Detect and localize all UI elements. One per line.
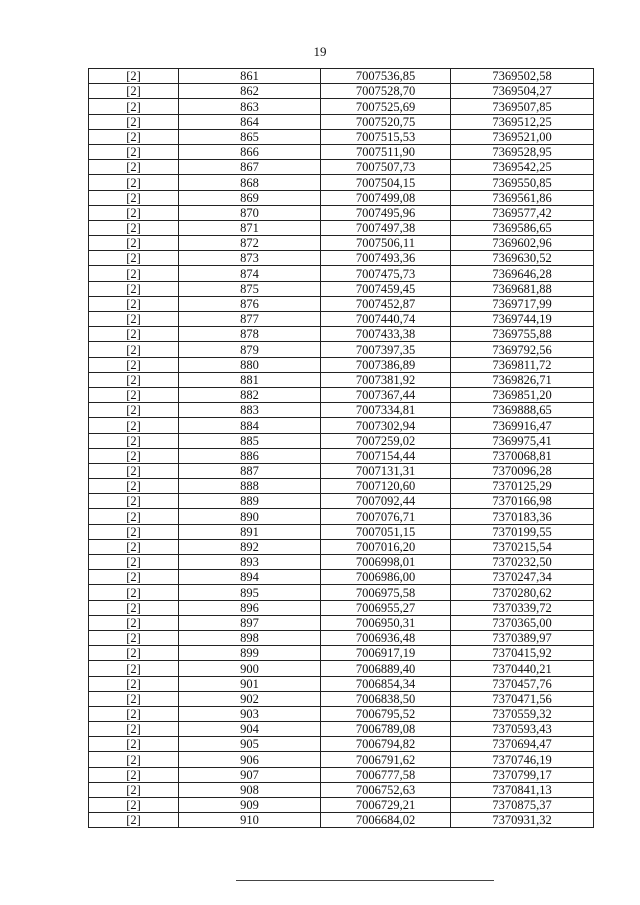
table-row [89,767,594,782]
point-number-cell: 879 [179,342,321,357]
point-number-cell: 901 [179,676,321,691]
point-number-cell: 886 [179,448,321,463]
point-number-cell: 902 [179,691,321,706]
x-coordinate-cell: 7007440,74 [321,312,451,327]
table-row [89,539,594,554]
source-ref-cell: [2] [89,220,179,235]
x-coordinate-cell: 7006889,40 [321,661,451,676]
table-row [89,69,594,84]
y-coordinate-cell: 7369646,28 [451,266,594,281]
x-coordinate-cell: 7007511,90 [321,144,451,159]
point-number-cell: 908 [179,782,321,797]
source-ref-cell: [2] [89,129,179,144]
table-row [89,813,594,828]
x-coordinate-cell: 7007506,11 [321,236,451,251]
x-coordinate-cell: 7007515,53 [321,129,451,144]
source-ref-cell: [2] [89,813,179,828]
x-coordinate-cell: 7007459,45 [321,281,451,296]
bottom-rule [236,880,494,881]
x-coordinate-cell: 7006950,31 [321,615,451,630]
source-ref-cell: [2] [89,99,179,114]
y-coordinate-cell: 7370457,76 [451,676,594,691]
y-coordinate-cell: 7369586,65 [451,220,594,235]
source-ref-cell: [2] [89,767,179,782]
table-row [89,84,594,99]
y-coordinate-cell: 7369717,99 [451,296,594,311]
x-coordinate-cell: 7006917,19 [321,646,451,661]
table-row [89,266,594,281]
source-ref-cell: [2] [89,722,179,737]
point-number-cell: 865 [179,129,321,144]
source-ref-cell: [2] [89,312,179,327]
y-coordinate-cell: 7370389,97 [451,630,594,645]
point-number-cell: 888 [179,479,321,494]
point-number-cell: 881 [179,372,321,387]
source-ref-cell: [2] [89,205,179,220]
source-ref-cell: [2] [89,585,179,600]
y-coordinate-cell: 7370799,17 [451,767,594,782]
table-row [89,99,594,114]
coordinates-table-body [89,69,594,828]
x-coordinate-cell: 7007397,35 [321,342,451,357]
point-number-cell: 867 [179,160,321,175]
table-row [89,144,594,159]
table-row [89,585,594,600]
table-row [89,706,594,721]
point-number-cell: 891 [179,524,321,539]
x-coordinate-cell: 7007092,44 [321,494,451,509]
table-row [89,357,594,372]
table-row [89,782,594,797]
table-row [89,312,594,327]
table-row [89,737,594,752]
y-coordinate-cell: 7369916,47 [451,418,594,433]
point-number-cell: 864 [179,114,321,129]
table-row [89,722,594,737]
y-coordinate-cell: 7370841,13 [451,782,594,797]
source-ref-cell: [2] [89,236,179,251]
y-coordinate-cell: 7369512,25 [451,114,594,129]
source-ref-cell: [2] [89,342,179,357]
y-coordinate-cell: 7369755,88 [451,327,594,342]
source-ref-cell: [2] [89,630,179,645]
table-row [89,463,594,478]
table-row [89,555,594,570]
y-coordinate-cell: 7370415,92 [451,646,594,661]
y-coordinate-cell: 7370931,32 [451,813,594,828]
source-ref-cell: [2] [89,782,179,797]
table-row [89,509,594,524]
x-coordinate-cell: 7006975,58 [321,585,451,600]
source-ref-cell: [2] [89,798,179,813]
y-coordinate-cell: 7370215,54 [451,539,594,554]
point-number-cell: 904 [179,722,321,737]
source-ref-cell: [2] [89,357,179,372]
point-number-cell: 861 [179,69,321,84]
source-ref-cell: [2] [89,676,179,691]
source-ref-cell: [2] [89,266,179,281]
x-coordinate-cell: 7006791,62 [321,752,451,767]
table-row [89,494,594,509]
y-coordinate-cell: 7369826,71 [451,372,594,387]
y-coordinate-cell: 7370166,98 [451,494,594,509]
source-ref-cell: [2] [89,479,179,494]
table-row [89,296,594,311]
table-row [89,646,594,661]
x-coordinate-cell: 7007367,44 [321,387,451,402]
table-row [89,676,594,691]
point-number-cell: 905 [179,737,321,752]
y-coordinate-cell: 7369630,52 [451,251,594,266]
source-ref-cell: [2] [89,433,179,448]
x-coordinate-cell: 7006854,34 [321,676,451,691]
y-coordinate-cell: 7369975,41 [451,433,594,448]
point-number-cell: 910 [179,813,321,828]
point-number-cell: 892 [179,539,321,554]
y-coordinate-cell: 7369681,88 [451,281,594,296]
table-row [89,524,594,539]
x-coordinate-cell: 7007495,96 [321,205,451,220]
table-row [89,327,594,342]
point-number-cell: 897 [179,615,321,630]
x-coordinate-cell: 7007504,15 [321,175,451,190]
y-coordinate-cell: 7370593,43 [451,722,594,737]
source-ref-cell: [2] [89,251,179,266]
table-row [89,175,594,190]
y-coordinate-cell: 7369577,42 [451,205,594,220]
source-ref-cell: [2] [89,403,179,418]
table-row [89,220,594,235]
x-coordinate-cell: 7007525,69 [321,99,451,114]
point-number-cell: 885 [179,433,321,448]
table-row [89,372,594,387]
y-coordinate-cell: 7369744,19 [451,312,594,327]
x-coordinate-cell: 7007016,20 [321,539,451,554]
source-ref-cell: [2] [89,570,179,585]
x-coordinate-cell: 7006794,82 [321,737,451,752]
source-ref-cell: [2] [89,281,179,296]
source-ref-cell: [2] [89,448,179,463]
source-ref-cell: [2] [89,296,179,311]
point-number-cell: 895 [179,585,321,600]
y-coordinate-cell: 7370746,19 [451,752,594,767]
y-coordinate-cell: 7370096,28 [451,463,594,478]
source-ref-cell: [2] [89,706,179,721]
point-number-cell: 887 [179,463,321,478]
point-number-cell: 873 [179,251,321,266]
y-coordinate-cell: 7369792,56 [451,342,594,357]
table-row [89,403,594,418]
y-coordinate-cell: 7370199,55 [451,524,594,539]
table-row [89,114,594,129]
x-coordinate-cell: 7007120,60 [321,479,451,494]
table-row [89,615,594,630]
source-ref-cell: [2] [89,539,179,554]
source-ref-cell: [2] [89,737,179,752]
point-number-cell: 883 [179,403,321,418]
x-coordinate-cell: 7007452,87 [321,296,451,311]
point-number-cell: 890 [179,509,321,524]
point-number-cell: 903 [179,706,321,721]
point-number-cell: 884 [179,418,321,433]
point-number-cell: 899 [179,646,321,661]
point-number-cell: 871 [179,220,321,235]
page-number: 19 [313,44,327,59]
x-coordinate-cell: 7007493,36 [321,251,451,266]
source-ref-cell: [2] [89,615,179,630]
x-coordinate-cell: 7007131,31 [321,463,451,478]
point-number-cell: 862 [179,84,321,99]
source-ref-cell: [2] [89,524,179,539]
x-coordinate-cell: 7006729,21 [321,798,451,813]
y-coordinate-cell: 7369561,86 [451,190,594,205]
table-row [89,448,594,463]
point-number-cell: 893 [179,555,321,570]
source-ref-cell: [2] [89,463,179,478]
point-number-cell: 868 [179,175,321,190]
table-row [89,752,594,767]
y-coordinate-cell: 7369504,27 [451,84,594,99]
point-number-cell: 889 [179,494,321,509]
source-ref-cell: [2] [89,327,179,342]
source-ref-cell: [2] [89,84,179,99]
x-coordinate-cell: 7007381,92 [321,372,451,387]
y-coordinate-cell: 7369550,85 [451,175,594,190]
y-coordinate-cell: 7370339,72 [451,600,594,615]
source-ref-cell: [2] [89,509,179,524]
point-number-cell: 874 [179,266,321,281]
x-coordinate-cell: 7007475,73 [321,266,451,281]
point-number-cell: 909 [179,798,321,813]
x-coordinate-cell: 7006684,02 [321,813,451,828]
table-row [89,342,594,357]
x-coordinate-cell: 7006955,27 [321,600,451,615]
point-number-cell: 898 [179,630,321,645]
source-ref-cell: [2] [89,555,179,570]
point-number-cell: 875 [179,281,321,296]
table-row [89,387,594,402]
y-coordinate-cell: 7370365,00 [451,615,594,630]
table-row [89,661,594,676]
point-number-cell: 869 [179,190,321,205]
point-number-cell: 878 [179,327,321,342]
x-coordinate-cell: 7007497,38 [321,220,451,235]
x-coordinate-cell: 7007334,81 [321,403,451,418]
table-row [89,798,594,813]
y-coordinate-cell: 7369521,00 [451,129,594,144]
x-coordinate-cell: 7006777,58 [321,767,451,782]
table-row [89,433,594,448]
x-coordinate-cell: 7006789,08 [321,722,451,737]
x-coordinate-cell: 7007302,94 [321,418,451,433]
x-coordinate-cell: 7007528,70 [321,84,451,99]
point-number-cell: 896 [179,600,321,615]
point-number-cell: 907 [179,767,321,782]
point-number-cell: 870 [179,205,321,220]
point-number-cell: 880 [179,357,321,372]
x-coordinate-cell: 7007499,08 [321,190,451,205]
source-ref-cell: [2] [89,69,179,84]
x-coordinate-cell: 7006795,52 [321,706,451,721]
x-coordinate-cell: 7007051,15 [321,524,451,539]
source-ref-cell: [2] [89,691,179,706]
x-coordinate-cell: 7007076,71 [321,509,451,524]
source-ref-cell: [2] [89,418,179,433]
table-row [89,251,594,266]
y-coordinate-cell: 7370280,62 [451,585,594,600]
x-coordinate-cell: 7007386,89 [321,357,451,372]
y-coordinate-cell: 7369811,72 [451,357,594,372]
point-number-cell: 894 [179,570,321,585]
table-row [89,600,594,615]
point-number-cell: 876 [179,296,321,311]
y-coordinate-cell: 7369888,65 [451,403,594,418]
point-number-cell: 863 [179,99,321,114]
source-ref-cell: [2] [89,494,179,509]
point-number-cell: 900 [179,661,321,676]
table-row [89,691,594,706]
x-coordinate-cell: 7006752,63 [321,782,451,797]
y-coordinate-cell: 7370440,21 [451,661,594,676]
table-row [89,205,594,220]
table-row [89,281,594,296]
source-ref-cell: [2] [89,661,179,676]
y-coordinate-cell: 7370068,81 [451,448,594,463]
table-row [89,418,594,433]
source-ref-cell: [2] [89,190,179,205]
y-coordinate-cell: 7370471,56 [451,691,594,706]
point-number-cell: 872 [179,236,321,251]
y-coordinate-cell: 7369602,96 [451,236,594,251]
point-number-cell: 866 [179,144,321,159]
y-coordinate-cell: 7370247,34 [451,570,594,585]
y-coordinate-cell: 7369502,58 [451,69,594,84]
source-ref-cell: [2] [89,752,179,767]
y-coordinate-cell: 7370559,32 [451,706,594,721]
table-row [89,570,594,585]
source-ref-cell: [2] [89,372,179,387]
x-coordinate-cell: 7006998,01 [321,555,451,570]
table-row [89,190,594,205]
x-coordinate-cell: 7006936,48 [321,630,451,645]
point-number-cell: 877 [179,312,321,327]
x-coordinate-cell: 7006838,50 [321,691,451,706]
x-coordinate-cell: 7007507,73 [321,160,451,175]
source-ref-cell: [2] [89,646,179,661]
x-coordinate-cell: 7007154,44 [321,448,451,463]
y-coordinate-cell: 7369851,20 [451,387,594,402]
x-coordinate-cell: 7007520,75 [321,114,451,129]
y-coordinate-cell: 7370232,50 [451,555,594,570]
table-row [89,160,594,175]
x-coordinate-cell: 7007259,02 [321,433,451,448]
x-coordinate-cell: 7007433,38 [321,327,451,342]
coordinates-table [88,68,594,828]
point-number-cell: 882 [179,387,321,402]
source-ref-cell: [2] [89,600,179,615]
table-row [89,630,594,645]
table-row [89,236,594,251]
source-ref-cell: [2] [89,387,179,402]
source-ref-cell: [2] [89,114,179,129]
y-coordinate-cell: 7370694,47 [451,737,594,752]
y-coordinate-cell: 7369542,25 [451,160,594,175]
source-ref-cell: [2] [89,175,179,190]
table-row [89,129,594,144]
table-row [89,479,594,494]
y-coordinate-cell: 7369528,95 [451,144,594,159]
point-number-cell: 906 [179,752,321,767]
source-ref-cell: [2] [89,144,179,159]
y-coordinate-cell: 7370183,36 [451,509,594,524]
x-coordinate-cell: 7006986,00 [321,570,451,585]
y-coordinate-cell: 7369507,85 [451,99,594,114]
y-coordinate-cell: 7370875,37 [451,798,594,813]
y-coordinate-cell: 7370125,29 [451,479,594,494]
source-ref-cell: [2] [89,160,179,175]
x-coordinate-cell: 7007536,85 [321,69,451,84]
